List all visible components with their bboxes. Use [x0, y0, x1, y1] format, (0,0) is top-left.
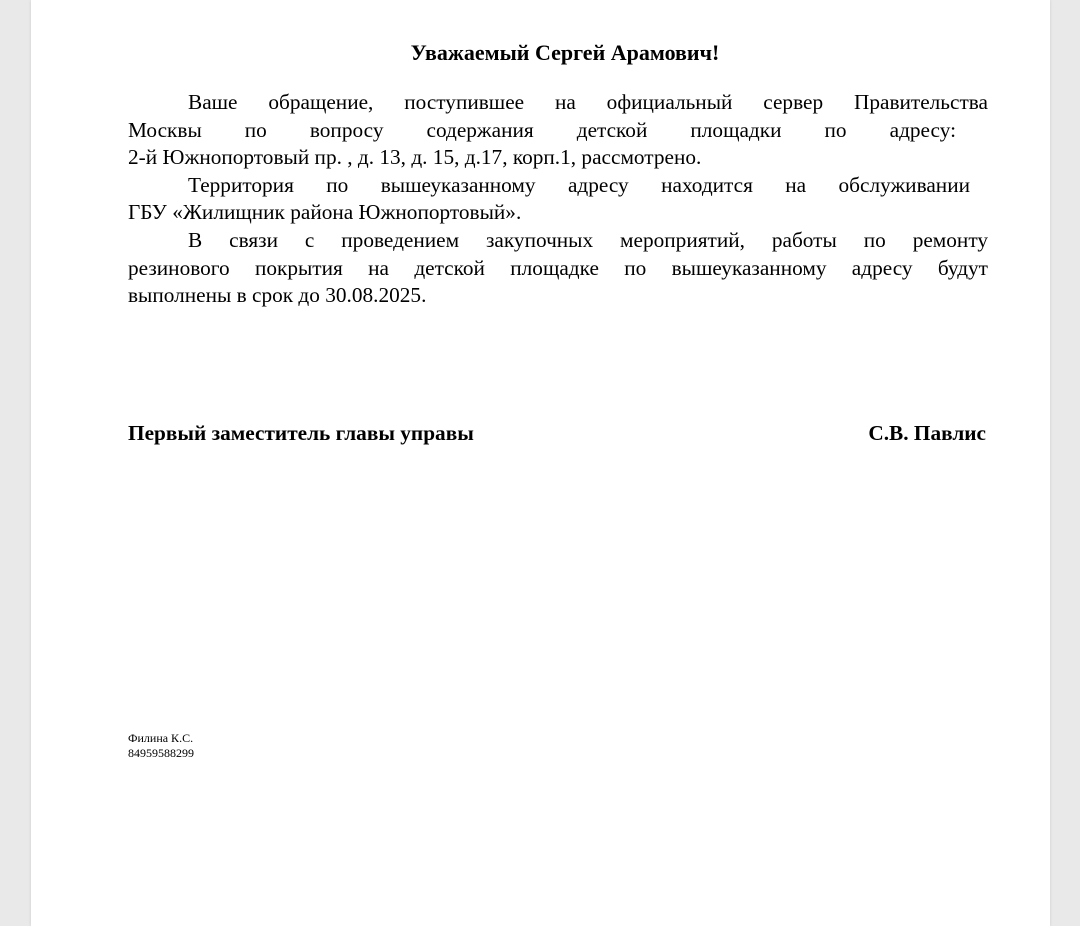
paragraph-line: резинового покрытия на детской площадке по вышеуказанному адресу будут — [128, 255, 988, 280]
signatory-name: С.В. Павлис — [868, 421, 986, 445]
paragraph-line: Москвы по вопросу содержания детской площадки по адресу: — [128, 117, 956, 142]
paragraph-2 — [128, 172, 988, 227]
paragraph-line: Территория по вышеуказанному адресу находится на обслуживании — [188, 172, 970, 197]
executor-name: Филина К.С. — [128, 731, 194, 745]
executor-block — [128, 731, 194, 761]
paragraph-line: Ваше обращение, поступившее на официальный сервер Правительства — [188, 90, 988, 114]
paragraph-line: ГБУ «Жилищник района Южнопортовый». — [128, 200, 522, 225]
paragraph-1 — [128, 89, 988, 172]
paragraph-line: выполнены в срок до 30.08.2025. — [128, 283, 427, 308]
paragraph-line: 2-й Южнопортовый пр. , д. 13, д. 15, д.17, корп.1, рассмотрено. — [128, 145, 702, 170]
executor-phone: 84959588299 — [128, 746, 194, 760]
salutation: Уважаемый Сергей Арамович! — [410, 40, 720, 65]
signatory-title: Первый заместитель главы управы — [128, 421, 474, 445]
document-page — [31, 0, 1050, 926]
paragraph-3 — [128, 227, 988, 310]
paragraph-line: В связи с проведением закупочных мероприятий, работы по ремонту — [188, 227, 988, 252]
letter-body — [128, 89, 988, 310]
